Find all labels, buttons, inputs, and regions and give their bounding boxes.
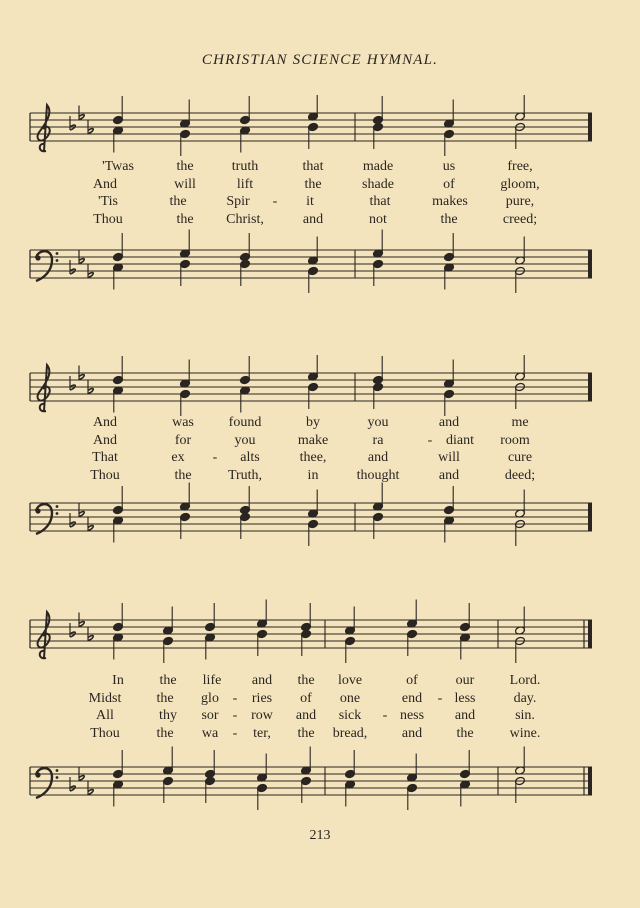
- lyric-word: made: [362, 159, 394, 174]
- lyric-word: found: [228, 415, 262, 430]
- lyric-word: the: [174, 467, 192, 483]
- lyric-word: one: [339, 690, 361, 706]
- lyric-word: sick: [338, 708, 362, 723]
- chord-bass: [113, 233, 124, 290]
- chord-bass: [257, 754, 268, 811]
- lyric-word: Spir: [226, 194, 250, 209]
- chord-bass: [308, 490, 319, 547]
- lyric-word: the: [456, 725, 474, 741]
- lyric-word: -: [232, 708, 238, 723]
- lyric-word: end: [401, 690, 423, 706]
- lyric-word: and: [438, 415, 460, 430]
- treble-clef-icon: [38, 365, 50, 411]
- lyric-word: not: [369, 211, 387, 227]
- chord-treble: [444, 360, 455, 417]
- lyric-word: glo: [201, 690, 219, 706]
- lyric-word: and: [302, 211, 324, 227]
- lyric-word: shade: [362, 176, 394, 192]
- lyric-word: Lord.: [509, 673, 541, 688]
- lyric-word: Christ,: [226, 211, 264, 227]
- lyric-word: row: [251, 708, 273, 723]
- lyric-word: -: [272, 194, 278, 209]
- lyric-word: love: [337, 673, 363, 688]
- lyric-word: thought: [356, 467, 400, 483]
- chord-bass: [407, 754, 418, 811]
- lyric-word: the: [176, 211, 194, 227]
- lyric-word: that: [369, 194, 391, 209]
- lyric-word: the: [297, 673, 315, 688]
- chord-treble: [180, 100, 191, 157]
- staff-graphic: [0, 95, 640, 305]
- lyric-word: Thou: [90, 725, 120, 741]
- page-number: 213: [309, 828, 331, 843]
- lyric-word: makes: [432, 194, 468, 209]
- chord-treble: [515, 607, 526, 664]
- lyric-word: sin.: [515, 708, 535, 723]
- lyric-word: In: [112, 673, 124, 688]
- chord-treble: [460, 603, 471, 660]
- lyric-word: wa: [201, 725, 219, 741]
- lyric-word: truth: [231, 159, 259, 174]
- lyric-word: -: [232, 690, 238, 706]
- lyric-word: alts: [240, 450, 260, 465]
- lyric-word: the: [159, 673, 177, 688]
- chord-bass: [515, 490, 526, 547]
- lyric-word: deed;: [504, 467, 536, 483]
- lyric-word: ter,: [253, 725, 271, 741]
- lyric-word: And: [92, 176, 118, 192]
- chord-bass: [460, 750, 471, 807]
- lyric-word: free,: [507, 159, 533, 174]
- lyric-word: -: [212, 450, 218, 465]
- lyric-word: you: [367, 415, 389, 430]
- lyric-word: for: [174, 432, 192, 448]
- lyric-word: ness: [399, 708, 425, 723]
- lyric-word: of: [406, 673, 418, 688]
- lyric-word: it: [306, 194, 314, 209]
- chord-treble: [163, 607, 174, 664]
- lyric-word: diant: [446, 432, 474, 448]
- lyric-word: All: [96, 708, 114, 723]
- lyric-word: us: [442, 159, 456, 174]
- lyric-word: day.: [513, 690, 537, 706]
- chord-bass: [444, 486, 455, 543]
- chord-treble: [113, 96, 124, 153]
- chord-bass: [308, 237, 319, 294]
- chord-treble: [240, 96, 251, 153]
- lyric-word: and: [251, 673, 273, 688]
- treble-clef-icon: [38, 105, 50, 151]
- lyric-word: life: [202, 673, 222, 688]
- lyric-word: And: [92, 415, 118, 430]
- lyric-word: Thou: [90, 467, 120, 483]
- lyric-word: Thou: [93, 211, 123, 227]
- lyric-word: -: [427, 432, 433, 448]
- chord-bass: [113, 486, 124, 543]
- treble-clef-icon: [38, 612, 50, 658]
- lyric-word: -: [437, 690, 443, 706]
- chord-treble: [240, 356, 251, 413]
- lyric-word: the: [297, 725, 315, 741]
- lyric-word: ra: [372, 432, 384, 448]
- lyric-word: the: [304, 176, 322, 192]
- page-header: CHRISTIAN SCIENCE HYMNAL.: [201, 52, 439, 68]
- lyric-word: thee,: [299, 450, 327, 465]
- lyric-word: and: [454, 708, 476, 723]
- lyric-word: thy: [159, 708, 177, 723]
- lyric-word: sor: [201, 708, 219, 723]
- lyric-word: lift: [236, 176, 254, 192]
- lyric-word: ex: [171, 450, 185, 465]
- lyric-word: and: [295, 708, 317, 723]
- lyric-word: -: [382, 708, 388, 723]
- final-barline: [588, 373, 592, 401]
- lyric-word: room: [500, 432, 530, 448]
- chord-treble: [345, 607, 356, 664]
- lyric-word: less: [454, 690, 476, 706]
- final-barline: [588, 250, 592, 278]
- final-barline: [588, 767, 592, 795]
- chord-treble: [113, 603, 124, 660]
- lyric-word: the: [440, 211, 458, 227]
- chord-treble: [205, 603, 216, 660]
- lyric-word: the: [156, 690, 174, 706]
- lyric-word: Midst: [88, 690, 122, 706]
- chord-bass: [515, 237, 526, 294]
- lyric-word: you: [234, 432, 256, 448]
- lyric-word: and: [438, 467, 460, 483]
- lyric-word: our: [455, 673, 475, 688]
- lyric-word: and: [401, 725, 423, 741]
- lyric-word: was: [172, 415, 194, 430]
- chord-treble: [444, 100, 455, 157]
- chord-bass: [345, 750, 356, 807]
- lyric-word: in: [307, 467, 319, 483]
- lyric-word: that: [302, 159, 324, 174]
- lyric-word: And: [92, 432, 118, 448]
- lyric-word: 'Tis: [98, 194, 118, 209]
- lyric-word: by: [306, 415, 320, 430]
- lyric-word: and: [367, 450, 389, 465]
- music-system-2: [0, 355, 640, 565]
- music-system-1: [0, 95, 640, 305]
- lyric-word: cure: [507, 450, 533, 465]
- chord-treble: [180, 360, 191, 417]
- lyric-word: That: [92, 450, 118, 465]
- lyric-word: the: [169, 194, 187, 209]
- lyric-word: bread,: [332, 725, 368, 741]
- lyric-word: 'Twas: [102, 159, 134, 174]
- lyric-word: the: [176, 159, 194, 174]
- lyric-word: creed;: [502, 211, 538, 227]
- chord-bass: [444, 233, 455, 290]
- lyric-word: me: [511, 415, 529, 430]
- lyric-word: will: [174, 176, 196, 192]
- lyric-word: Truth,: [227, 467, 263, 483]
- lyric-word: gloom,: [500, 176, 540, 192]
- lyric-word: -: [232, 725, 238, 741]
- lyric-word: make: [297, 432, 329, 448]
- lyric-word: of: [443, 176, 455, 192]
- final-barline: [588, 113, 592, 141]
- final-barline: [588, 620, 592, 648]
- lyric-word: will: [438, 450, 460, 465]
- chord-bass: [113, 750, 124, 807]
- final-barline: [588, 503, 592, 531]
- chord-treble: [113, 356, 124, 413]
- music-system-3: [0, 597, 640, 822]
- lyric-word: ries: [251, 690, 273, 706]
- lyric-word: pure,: [505, 194, 535, 209]
- lyric-word: the: [156, 725, 174, 741]
- lyric-word: of: [300, 690, 312, 706]
- lyric-word: wine.: [509, 725, 541, 741]
